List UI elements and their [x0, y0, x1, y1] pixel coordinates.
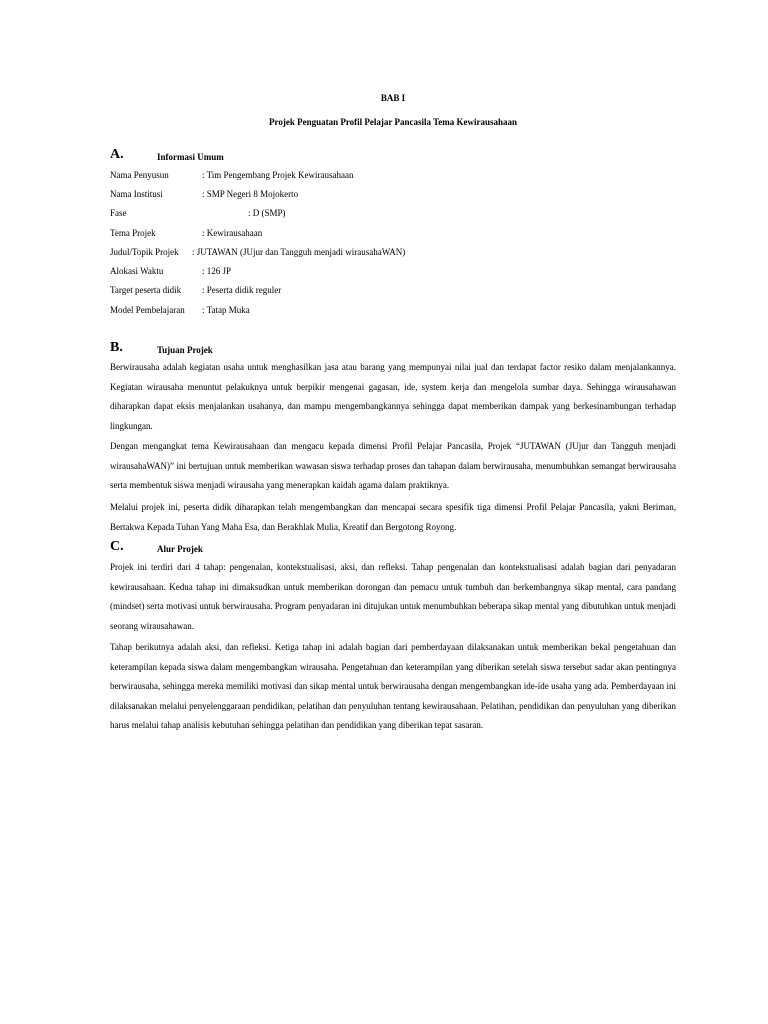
info-label: Alokasi Waktu: [110, 266, 164, 276]
info-label: Model Pembelajaran: [110, 305, 185, 315]
info-value: : Kewirausahaan: [202, 228, 263, 238]
section-c-letter: C.: [110, 539, 124, 554]
info-label: Tema Projek: [110, 228, 156, 238]
info-value: : SMP Negeri 8 Mojokerto: [202, 189, 299, 199]
alur-paragraph-2: Tahap berikutnya adalah aksi, dan refleksi. Ketiga tahap ini adalah bagian dari pemberdayaan dilaksanakan untuk memberikan bekal pengetahuan dan keterampilan kepada siswa dalam mengembangkan wirausaha. Pengetahuan dan keterampilan yang diberikan setelah siswa tersebut sadar akan pentingnya berwirausaha, sehingga mereka memiliki motivasi dan sikap mental untuk berwirausaha dengan mengembangkan ide-ide usaha yang ada. Pemberdayaan ini dilaksanakan melalui penyelenggaraan pendidikan, pelatihan dan penyuluhan tentang kewirausahaan. Pelatihan, pendidikan dan penyuluhan yang diberikan harus melalui tahap analisis kebutuhan sehingga pelatihan dan pendidikan yang diberikan tepat sasaran.: [110, 642, 676, 731]
section-a-heading: [110, 146, 410, 162]
info-value: : Peserta didik reguler: [202, 285, 282, 295]
info-label: Fase: [110, 208, 127, 218]
tujuan-paragraph-3: Melalui projek ini, peserta didik diharapkan telah mengembangkan dan mencapai secara spesifik tiga dimensi Profil Pelajar Pancasila, yakni Beriman, Bertakwa Kepada Tuhan Yang Maha Esa, dan Berakhlak Mulia, Kreatif dan Bergotong Royong.: [110, 502, 676, 532]
info-label: Nama Penyusun: [110, 170, 169, 180]
info-value: : 126 JP: [202, 266, 232, 276]
section-b-heading: [110, 339, 410, 355]
document-title: Projek Penguatan Profil Pelajar Pancasila Tema Kewirausahaan: [269, 117, 517, 127]
tujuan-paragraph-2: Dengan mengangkat tema Kewirausahaan dan mengacu kepada dimensi Profil Pelajar Pancasila, Projek “JUTAWAN (JUjur dan Tangguh menjadi wirausahaWAN)” ini bertujuan untuk memberikan wawasan siswa terhadap proses dan tahapan dalam berwirausaha, menumbuhkan semangat berwirausaha serta membentuk siswa menjadi wirausaha yang menerapkan kaidah agama dalam praktiknya.: [110, 441, 676, 491]
section-b-letter: B.: [110, 340, 123, 355]
alur-paragraph-1: Projek ini terdiri dari 4 tahap: pengenalan, kontekstualisasi, aksi, dan refleksi. Tahap pengenalan dan kontekstualisasi adalah bagian dari penyadaran kewirausahaan. Kedua tahap ini dimaksudkan untuk memberikan dorongan dan pemacu untuk tumbuh dan berkembangnya sikap mental, cara pandang (mindset) serta motivasi untuk berwirausaha. Program penyadaran ini ditujukan untuk menumbuhkan beberapa sikap mental yang dibutuhkan untuk menjadi seorang wirausahawan.: [110, 562, 676, 631]
info-label: Nama Institusi: [110, 189, 163, 199]
section-a-letter: A.: [110, 147, 124, 162]
section-c-title: Alur Projek: [157, 544, 203, 554]
info-label: Target peserta didik: [110, 285, 182, 295]
tujuan-paragraph-1: Berwirausaha adalah kegiatan usaha untuk menghasilkan jasa atau barang yang mempunyai nilai jual dan terdapat factor resiko dalam menjalankannya. Kegiatan wirausaha menuntut pelakuknya untuk berpikir mengenai gagasan, ide, system kerja dan mengelola sumbar daya. Sehingga wirausahawan diharapkan dapat eksis menjalankan usahanya, dan mampu mengembangkannya sehingga dapat memberikan dampak yang berkesinambungan terhadap lingkungan.: [110, 362, 676, 431]
section-c-heading: [110, 538, 410, 554]
info-value: : JUTAWAN (JUjur dan Tangguh menjadi wirausahaWAN): [192, 247, 406, 257]
info-value: : Tim Pengembang Projek Kewirausahaan: [202, 170, 354, 180]
info-label: Judul/Topik Projek: [110, 247, 179, 257]
chapter-heading: BAB I: [380, 93, 406, 103]
section-b-title: Tujuan Projek: [157, 345, 213, 355]
info-value: : D (SMP): [248, 208, 286, 218]
section-a-title: Informasi Umum: [157, 152, 224, 162]
info-value: : Tatap Muka: [202, 305, 250, 315]
